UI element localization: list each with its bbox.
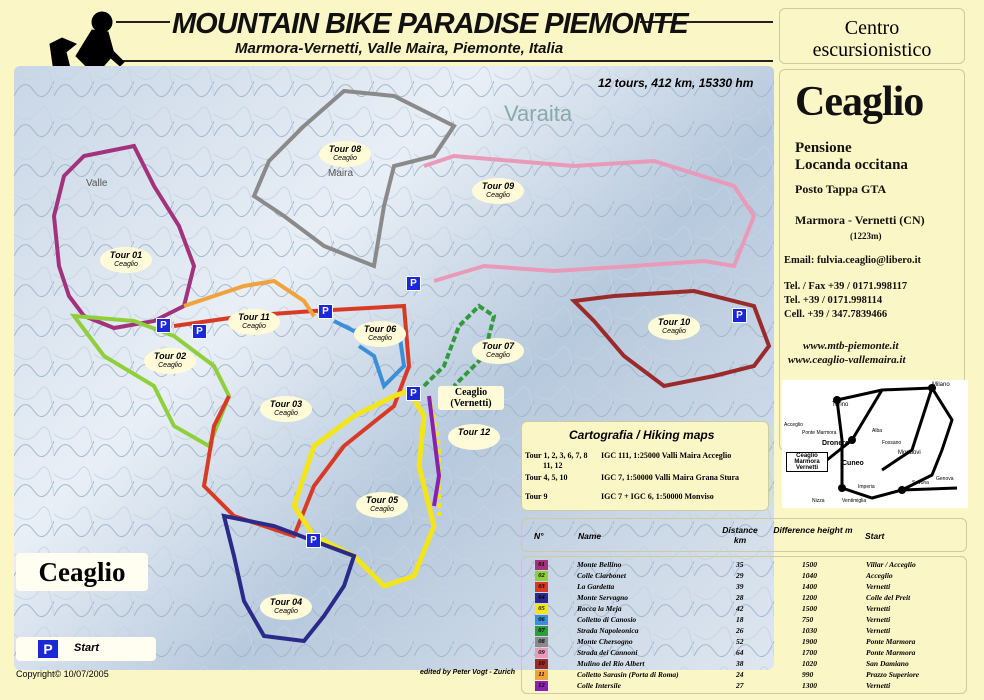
parking-marker[interactable]: P bbox=[156, 318, 171, 333]
table-row[interactable] bbox=[530, 670, 960, 680]
tour-height: 1500 bbox=[802, 560, 817, 569]
tour-label-01[interactable]: Tour 01 Ceaglio bbox=[100, 247, 152, 273]
tour-height: 990 bbox=[802, 670, 814, 679]
carto-row-1-map: IGC 111, 1:25000 Valli Maira Acceglio bbox=[601, 451, 732, 460]
tour-start: Vernetti bbox=[866, 615, 891, 624]
info-tel-fax: Tel. / Fax +39 / 0171.998117 bbox=[784, 281, 908, 292]
centro-line2: escursionistico bbox=[812, 39, 932, 61]
tour-name: Colle Ciarbonet bbox=[577, 571, 626, 580]
tour-height: 1030 bbox=[802, 626, 817, 635]
inset-place-cuneo: Cuneo bbox=[842, 460, 864, 467]
tour-name: Monte Chersogno bbox=[577, 637, 633, 646]
info-cell: Cell. +39 / 347.7839466 bbox=[784, 309, 888, 320]
tour-start: Colle del Preit bbox=[866, 593, 911, 602]
info-locanda: Locanda occitana bbox=[795, 157, 908, 173]
tour-start: Ponte Marmora bbox=[866, 648, 916, 657]
page-title: MOUNTAIN BIKE PARADISE PIEMONTE bbox=[172, 8, 688, 40]
inset-location-map[interactable] bbox=[782, 380, 968, 508]
parking-marker[interactable]: P bbox=[306, 533, 321, 548]
tour-start: Ponte Marmora bbox=[866, 637, 916, 646]
inset-place-ceaglio: Ceaglio Marmora Vernetti bbox=[786, 452, 828, 472]
table-row[interactable] bbox=[530, 626, 960, 636]
parking-marker[interactable]: P bbox=[318, 304, 333, 319]
tour-name: Strada dei Cannoni bbox=[577, 648, 638, 657]
inset-place-milano: Milano bbox=[932, 382, 950, 388]
tour-number-swatch: 02 bbox=[535, 571, 548, 581]
tour-height: 1200 bbox=[802, 593, 817, 602]
tour-height: 1300 bbox=[802, 681, 817, 690]
tour-number-swatch: 10 bbox=[535, 659, 548, 669]
tour-number-swatch: 06 bbox=[535, 615, 548, 625]
centro-line1: Centro bbox=[844, 17, 900, 39]
inset-place-savona: Savona bbox=[912, 480, 929, 486]
table-row[interactable] bbox=[530, 637, 960, 647]
tour-height: 1500 bbox=[802, 604, 817, 613]
info-email[interactable]: Email: fulvia.ceaglio@libero.it bbox=[784, 255, 922, 266]
inset-place-torino: Torino bbox=[832, 402, 849, 408]
page-subtitle: Marmora-Vernetti, Valle Maira, Piemonte, Italia bbox=[235, 40, 564, 57]
tour-distance: 64 bbox=[736, 648, 744, 657]
info-web-1[interactable]: www.mtb-piemonte.it bbox=[803, 340, 899, 352]
table-row[interactable] bbox=[530, 648, 960, 658]
inset-place-mondovi: Mondovi bbox=[898, 450, 921, 456]
table-row[interactable] bbox=[530, 582, 960, 592]
info-pensione: Pensione bbox=[795, 140, 852, 156]
th-start: Start bbox=[865, 531, 885, 541]
tour-name: Strada Napoleonica bbox=[577, 626, 639, 635]
inset-place-nizza: Nizza bbox=[812, 498, 825, 504]
carto-row-3-tours: Tour 9 bbox=[525, 492, 548, 501]
tour-distance: 26 bbox=[736, 626, 744, 635]
table-row[interactable] bbox=[530, 560, 960, 570]
terrain-label-maira: Maira bbox=[328, 168, 354, 179]
tour-height: 750 bbox=[802, 615, 814, 624]
info-name: Ceaglio bbox=[795, 79, 924, 125]
tour-distance: 42 bbox=[736, 604, 744, 613]
inset-place-ventimiglia: Ventimiglia bbox=[842, 498, 867, 504]
carto-row-2-map: IGC 7, 1:50000 Valli Maira Grana Stura bbox=[601, 473, 740, 482]
tour-start: Villar / Acceglio bbox=[866, 560, 916, 569]
tour-number-swatch: 08 bbox=[535, 637, 548, 647]
info-tel: Tel. +39 / 0171.998114 bbox=[784, 295, 883, 306]
th-distance: Distance km bbox=[722, 525, 758, 545]
village-label-ceaglio: Ceaglio (Vernetti) bbox=[438, 386, 504, 410]
edited-by-note: edited by Peter Vogt - Zurich bbox=[420, 669, 516, 676]
th-difference: Difference height m bbox=[773, 525, 853, 535]
tour-start: Vernetti bbox=[866, 681, 891, 690]
inset-place-genova: Genova bbox=[936, 476, 954, 482]
table-row[interactable] bbox=[530, 571, 960, 581]
inset-place-fossano: Fossano bbox=[882, 440, 902, 446]
table-row[interactable] bbox=[530, 615, 960, 625]
tour-start: Vernetti bbox=[866, 604, 891, 613]
tour-distance: 39 bbox=[736, 582, 744, 591]
tour-height: 1700 bbox=[802, 648, 817, 657]
tour-name: Mulino del Rio Albert bbox=[577, 659, 645, 668]
tour-height: 1400 bbox=[802, 582, 817, 591]
carto-row-1-cont: 11, 12 bbox=[543, 461, 563, 470]
tour-number-swatch: 05 bbox=[535, 604, 548, 614]
copyright-note: Copyright© 10/07/2005 bbox=[16, 669, 109, 679]
parking-marker[interactable]: P bbox=[192, 324, 207, 339]
tour-distance: 18 bbox=[736, 615, 744, 624]
tour-distance: 52 bbox=[736, 637, 744, 646]
header-rule-bottom bbox=[116, 60, 773, 62]
carto-row-3-map: IGC 7 + IGC 6, 1:50000 Monviso bbox=[601, 492, 714, 501]
tour-name: Colletto Sarasin (Porta di Roma) bbox=[577, 670, 679, 679]
tour-label-12[interactable]: Tour 12 bbox=[448, 424, 500, 450]
tour-height: 1900 bbox=[802, 637, 817, 646]
tour-distance: 28 bbox=[736, 593, 744, 602]
tour-start: Vernetti bbox=[866, 582, 891, 591]
inset-place-dronero: Dronero bbox=[822, 440, 850, 447]
table-row[interactable] bbox=[530, 681, 960, 691]
inset-place-imperia: Imperia bbox=[858, 484, 875, 490]
tour-start: Prazzo Superiore bbox=[866, 670, 920, 679]
parking-legend-icon: P bbox=[38, 640, 58, 658]
tour-distance: 38 bbox=[736, 659, 744, 668]
centro-panel bbox=[779, 8, 965, 64]
tour-name: Rocca la Meja bbox=[577, 604, 622, 613]
tour-number-swatch: 12 bbox=[535, 681, 548, 691]
tour-number-swatch: 01 bbox=[535, 560, 548, 570]
tour-label-10[interactable]: Tour 10 Ceaglio bbox=[648, 314, 700, 340]
tour-distance: 29 bbox=[736, 571, 744, 580]
tour-name: La Gardetta bbox=[577, 582, 615, 591]
carto-row-2-tours: Tour 4, 5, 10 bbox=[525, 473, 568, 482]
inset-place-acceglio: Acceglio bbox=[784, 422, 803, 428]
tour-label-09[interactable]: Tour 09 Ceaglio bbox=[472, 178, 524, 204]
table-row[interactable] bbox=[530, 659, 960, 669]
th-num: N° bbox=[534, 531, 544, 541]
tour-name: Monte Bellino bbox=[577, 560, 622, 569]
terrain-label-valle: Valle bbox=[86, 178, 108, 189]
tour-label-06[interactable]: Tour 06 Ceaglio bbox=[354, 321, 406, 347]
cartografia-title: Cartografia / Hiking maps bbox=[569, 428, 715, 442]
tour-distance: 27 bbox=[736, 681, 744, 690]
info-place: Marmora - Vernetti (CN) bbox=[795, 213, 925, 227]
tour-number-swatch: 04 bbox=[535, 593, 548, 603]
terrain-label-varaita: Varaita bbox=[504, 101, 573, 126]
tour-name: Colle Intersile bbox=[577, 681, 621, 690]
tour-label-02[interactable]: Tour 02 Ceaglio bbox=[144, 348, 196, 374]
tour-number-swatch: 03 bbox=[535, 582, 548, 592]
tour-start: Acceglio bbox=[866, 571, 893, 580]
tour-label-03[interactable]: Tour 03 Ceaglio bbox=[260, 396, 312, 422]
inset-place-alba: Alba bbox=[872, 428, 883, 434]
parking-marker[interactable]: P bbox=[406, 386, 421, 401]
tour-height: 1020 bbox=[802, 659, 817, 668]
tour-label-07[interactable]: Tour 07 Ceaglio bbox=[472, 338, 524, 364]
table-row[interactable] bbox=[530, 593, 960, 603]
tour-number-swatch: 09 bbox=[535, 648, 548, 658]
info-altitude: (1223m) bbox=[850, 231, 882, 241]
tour-label-05[interactable]: Tour 05 Ceaglio bbox=[356, 492, 408, 518]
tour-name: Monte Servagno bbox=[577, 593, 629, 602]
inset-place-ponte-marmora: Ponte Marmora bbox=[802, 430, 837, 436]
parking-marker[interactable]: P bbox=[406, 276, 421, 291]
tour-distance: 24 bbox=[736, 670, 744, 679]
info-posto: Posto Tappa GTA bbox=[795, 182, 887, 196]
ceaglio-badge: Ceaglio bbox=[16, 553, 148, 591]
tour-label-08[interactable]: Tour 08 Ceaglio bbox=[319, 141, 371, 167]
inset-map-drawing bbox=[782, 380, 968, 508]
tour-label-11[interactable]: Tour 11 Ceaglio bbox=[228, 309, 280, 335]
start-legend bbox=[16, 637, 156, 661]
info-web-2[interactable]: www.ceaglio-vallemaira.it bbox=[788, 354, 906, 366]
tour-number-swatch: 11 bbox=[535, 670, 548, 680]
map-stats-label: 12 tours, 412 km, 15330 hm bbox=[598, 76, 754, 90]
tour-label-04[interactable]: Tour 04 Ceaglio bbox=[260, 594, 312, 620]
tour-start: Vernetti bbox=[866, 626, 891, 635]
parking-marker[interactable]: P bbox=[732, 308, 747, 323]
th-name: Name bbox=[578, 531, 602, 541]
carto-row-1-tours: Tour 1, 2, 3, 6, 7, 8 bbox=[525, 451, 588, 460]
tour-name: Colletto di Canosio bbox=[577, 615, 637, 624]
tour-height: 1040 bbox=[802, 571, 817, 580]
tour-number-swatch: 07 bbox=[535, 626, 548, 636]
start-legend-label: Start bbox=[74, 642, 100, 654]
table-row[interactable] bbox=[530, 604, 960, 614]
tour-start: San Damiano bbox=[866, 659, 909, 668]
tour-distance: 35 bbox=[736, 560, 744, 569]
